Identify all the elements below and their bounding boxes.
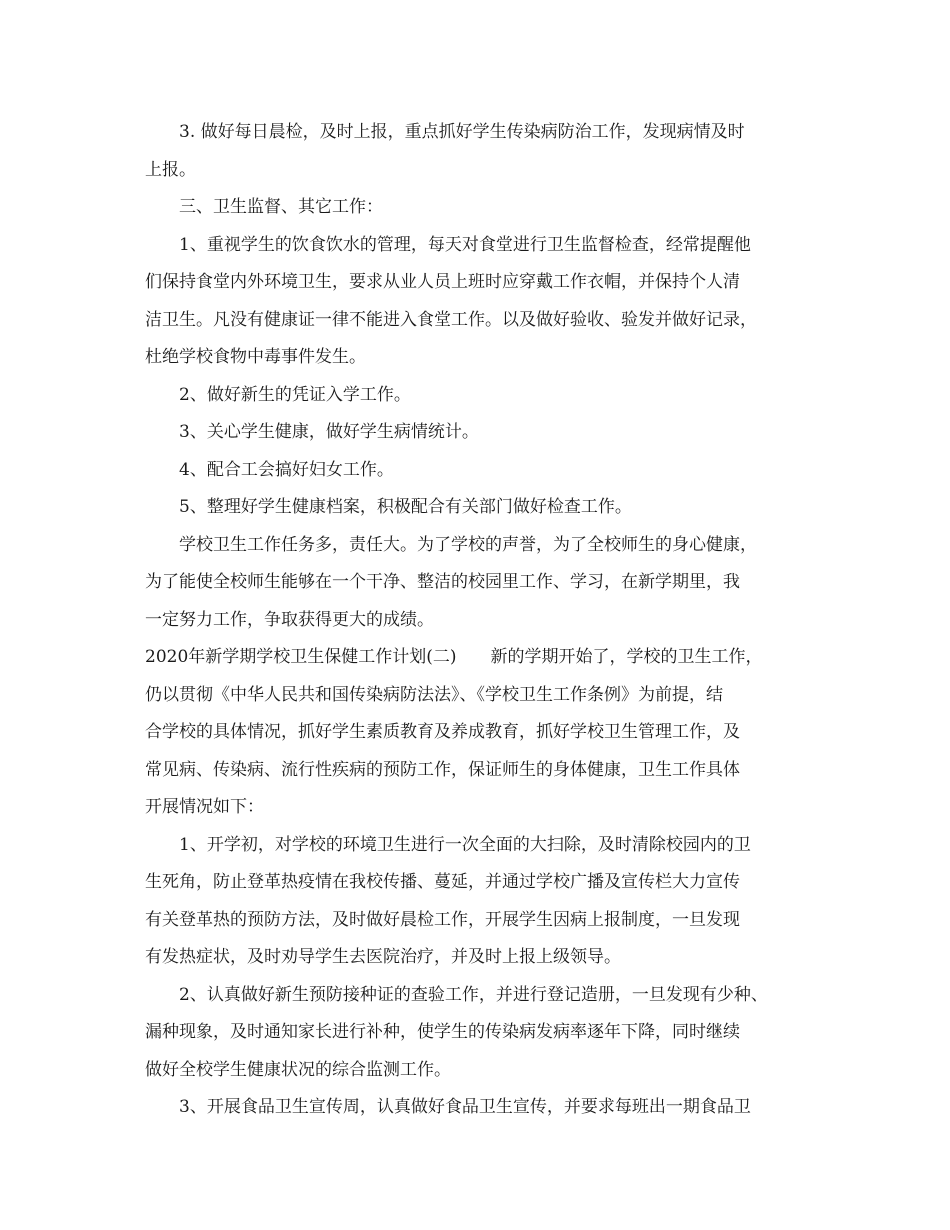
document-page bbox=[145, 114, 805, 1127]
text-line: 生死角，防止登革热疫情在我校传播、蔓延，并通过学校广播及宣传栏大力宣传 bbox=[145, 872, 740, 892]
text-line: 漏种现象，及时通知家长进行补种，使学生的传染病发病率逐年下降，同时继续 bbox=[145, 1022, 740, 1042]
text-line: 有关登革热的预防方法，及时做好晨检工作，开展学生因病上报制度，一旦发现 bbox=[145, 909, 740, 930]
text-line: 1、重视学生的饮食饮水的管理，每天对食堂进行卫生监督检查，经常提醒他 bbox=[179, 234, 751, 255]
text-line: 洁卫生。凡没有健康证一律不能进入食堂工作。以及做好验收、验发并做好记录， bbox=[145, 309, 757, 330]
text-line: 3、开展食品卫生宣传周，认真做好食品卫生宣传，并要求每班出一期食品卫 bbox=[179, 1097, 751, 1117]
text-line: 5、整理好学生健康档案，积极配合有关部门做好检查工作。 bbox=[179, 497, 632, 517]
text-line: 合学校的具体情况，抓好学生素质教育及养成教育，抓好学校卫生管理工作，及 bbox=[145, 722, 740, 742]
document-title-line: 2020年新学期学校卫生保健工作计划(二) 新的学期开始了，学校的卫生工作， bbox=[145, 647, 763, 667]
text-line: 们保持食堂内外环境卫生，要求从业人员上班时应穿戴工作衣帽，并保持个人清 bbox=[145, 272, 740, 292]
text-line: 学校卫生工作任务多，责任大。为了学校的声誉，为了全校师生的身心健康， bbox=[179, 534, 757, 555]
text-line: 2、做好新生的凭证入学工作。 bbox=[179, 384, 411, 405]
section-heading: 三、卫生监督、其它工作： bbox=[179, 197, 383, 217]
text-line: 4、配合工会搞好妇女工作。 bbox=[179, 459, 394, 480]
text-line: 3. 做好每日晨检，及时上报，重点抓好学生传染病防治工作，发现病情及时 bbox=[179, 122, 745, 142]
text-line: 3、关心学生健康，做好学生病情统计。 bbox=[179, 422, 479, 442]
text-line: 做好全校学生健康状况的综合监测工作。 bbox=[145, 1059, 451, 1080]
text-line: 1、开学初，对学校的环境卫生进行一次全面的大扫除，及时清除校园内的卫 bbox=[179, 834, 751, 855]
text-line: 仍以贯彻《中华人民共和国传染病防法法》、《学校卫生工作条例》为前提，结 bbox=[145, 684, 723, 705]
text-line: 上报。 bbox=[145, 159, 196, 180]
text-line: 2、认真做好新生预防接种证的查验工作，并进行登记造册，一旦发现有少种、 bbox=[179, 984, 768, 1005]
text-line: 有发热症状，及时劝导学生去医院治疗，并及时上报上级领导。 bbox=[145, 947, 621, 967]
text-line: 开展情况如下： bbox=[145, 797, 264, 817]
text-line: 一定努力工作，争取获得更大的成绩。 bbox=[145, 609, 434, 630]
text-line: 常见病、传染病、流行性疾病的预防工作，保证师生的身体健康，卫生工作具体 bbox=[145, 759, 740, 780]
text-line: 为了能使全校师生能够在一个干净、整洁的校园里工作、学习，在新学期里，我 bbox=[145, 572, 740, 592]
text-line: 杜绝学校食物中毒事件发生。 bbox=[145, 347, 366, 367]
